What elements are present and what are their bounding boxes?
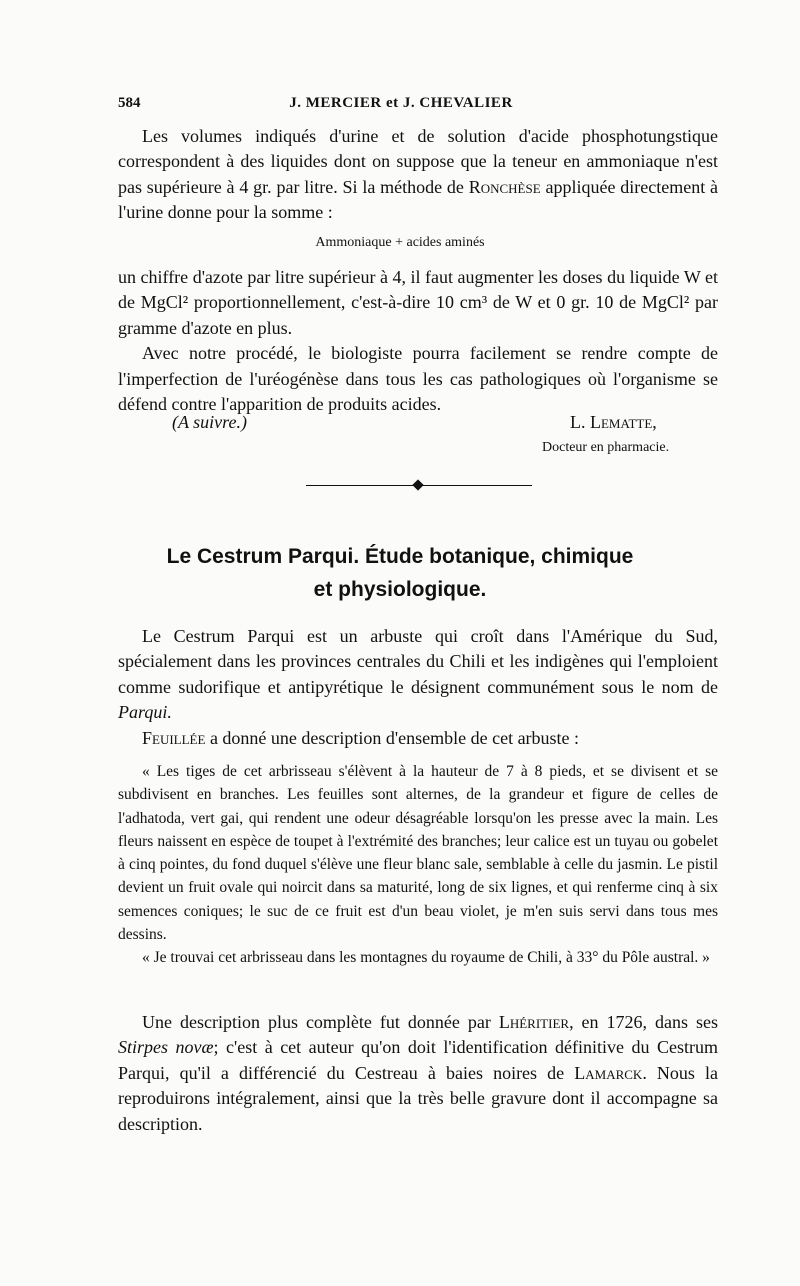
intro-paragraph-3: Avec notre procédé, le biologiste pourra facilement se rendre compte de l'imperfection de l'uréogénèse dans tous les cas pathologiques où l'organisme se défend contre l'apparition de produits acides. (118, 343, 718, 415)
article-paragraph-3 (118, 1010, 718, 1137)
running-head-authors: J. MERCIER et J. CHEVALIER (289, 95, 513, 111)
paragraph-3-text-d: . Nous la reproduirons intégralement, ainsi que la très belle gravure dont il accompagne sa description. (118, 1062, 718, 1134)
paragraph-3-text-b: , en 1726, dans ses (569, 1012, 719, 1032)
term-parqui: Parqui. (118, 702, 172, 723)
signature-name: L. Lematte, (570, 412, 657, 432)
article-body-top (118, 624, 718, 751)
article-title-line-1: Le Cestrum Parqui. Étude botanique, chimique (166, 545, 634, 568)
section-divider (306, 480, 532, 492)
author-ronchese: Ronchèse (468, 176, 541, 197)
signature-block (118, 412, 718, 462)
quote-paragraph-1: « Les tiges de cet arbrisseau s'élèvent à la hauteur de 7 à 8 pieds, et se divisent et se subdivisent en branches. Les feuilles sont alternes, de la grandeur et figure de celles de l'adhatoda, vert gai, qui rendent une odeur désagréable lorsqu'on les presse avec la main. Les fleurs naissent en espèce de toupet à l'extrémité des branches; leur calice est un tuyau ou gobelet à cinq pointes, du fond duquel s'élève une fleur blanc sale, semblable à celle du jasmin. Le pistil devient un fruit ovale qui noircit dans sa maturité, long de six lignes, et qui renferme cinq à six semences coniques; le suc de ce fruit est d'un beau violet, je m'en suis servi dans tous mes dessins. (118, 763, 718, 944)
paragraph-3-text-c: ; c'est à cet auteur qu'on doit l'identification définitive du Cestrum Parqui, qu'il a différencié du Cestreau à baies noires de (118, 1037, 719, 1083)
intro-text-b: appliquée directement à l'urine donne pour la somme : (118, 176, 718, 223)
intro-continuation (118, 265, 718, 417)
feuillee-quotation (118, 760, 718, 970)
page-number: 584 (118, 95, 141, 111)
paragraph-3-text-a: Une description plus complète fut donnée par (142, 1012, 499, 1032)
article-paragraph-1-text: Le Cestrum Parqui est un arbuste qui croît dans l'Amérique du Sud, spécialement dans les provinces centrales du Chili et les indigènes qui l'emploient comme sudorifique et antipyrétique le désignent communément sous le nom de (118, 626, 718, 697)
work-stirpes-novae: Stirpes novæ (118, 1037, 214, 1058)
intro-paragraph-1 (118, 124, 718, 226)
article-paragraph-2 (118, 726, 718, 751)
intro-paragraph-2: un chiffre d'azote par litre supérieur à 4, il faut augmenter les doses du liquide W et de MgCl² proportionnellement, c'est-à-dire 10 cm³ de W et 0 gr. 10 de MgCl² par gramme d'azote en plus. (118, 267, 718, 338)
continued-note: (A suivre.) (172, 412, 247, 432)
article-title (0, 540, 800, 606)
author-lamarck: Lamarck (574, 1062, 643, 1083)
author-feuillee: Feuillée (142, 727, 206, 748)
quote-paragraph-2: « Je trouvai cet arbrisseau dans les montagnes du royaume de Chili, à 33° du Pôle austral. » (142, 949, 710, 967)
diamond-ornament-icon (412, 479, 423, 490)
author-lheritier: Lhéritier (498, 1012, 570, 1032)
article-paragraph-1 (118, 624, 718, 726)
intro-text-a: Les volumes indiqués d'urine et de solution d'acide phosphotungstique correspondent à des liquides dont on suppose que la teneur en ammoniaque n'est pas supérieure à 4 gr. par litre. Si la méthode de (118, 126, 718, 197)
running-header (118, 95, 684, 115)
signature-title: Docteur en pharmacie. (542, 440, 670, 455)
article-title-line-2: et physiologique. (313, 578, 487, 601)
formula-line: Ammoniaque + acides aminés (315, 235, 485, 250)
article-paragraph-2-text: a donné une description d'ensemble de cet arbuste : (205, 727, 580, 748)
